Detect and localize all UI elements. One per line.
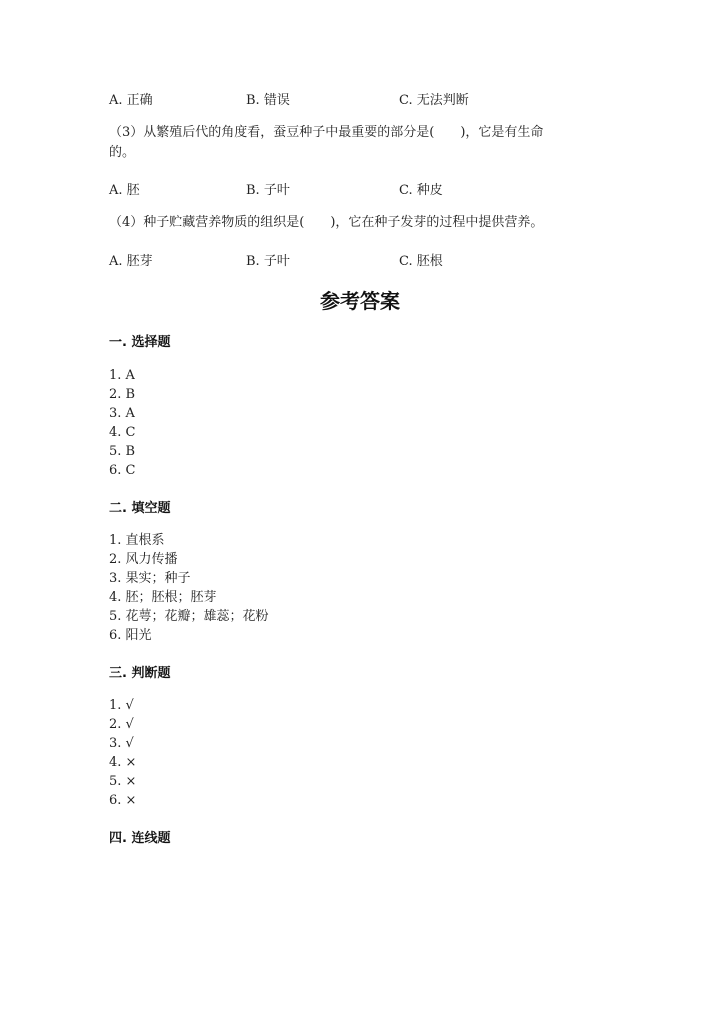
section-heading-fill-blank: 二. 填空题: [109, 501, 171, 516]
answer-item: 4. C: [109, 425, 136, 440]
choice-answers: [109, 366, 135, 480]
answer-item: 1. 直根系: [109, 533, 165, 548]
q2-option-b: B. 错误: [246, 93, 290, 108]
q4-text: （4）种子贮藏营养物质的组织是( )，它在种子发芽的过程中提供营养。: [109, 215, 544, 230]
q2-option-a: A. 正确: [109, 93, 153, 108]
q3-text: [109, 123, 614, 163]
answer-item: 6. 阳光: [109, 628, 152, 643]
q4-option-c: C. 胚根: [399, 254, 443, 269]
q4-option-b: B. 子叶: [246, 254, 290, 269]
answer-item: 2. B: [109, 387, 136, 402]
q3-option-c: C. 种皮: [399, 183, 443, 198]
q3-line1: （3）从繁殖后代的角度看，蚕豆种子中最重要的部分是( )，它是有生命: [109, 125, 544, 140]
section-heading-choice: 一. 选择题: [109, 335, 171, 350]
q3-options: [109, 179, 629, 199]
answer-item: 4. ×: [109, 755, 137, 770]
q4-option-a: A. 胚芽: [109, 254, 153, 269]
answer-item: 5. 花萼；花瓣；雄蕊；花粉: [109, 609, 269, 624]
answer-item: 1. A: [109, 368, 135, 383]
answer-item: 5. B: [109, 444, 136, 459]
answer-key-title: 参考答案: [320, 289, 400, 313]
q3-line2: 的。: [109, 145, 136, 160]
answer-item: 3. 果实；种子: [109, 571, 191, 586]
q4-options: [109, 250, 629, 270]
q2-options: [109, 89, 629, 109]
section-heading-matching: 四. 连线题: [109, 831, 171, 846]
answer-item: 3. √: [109, 736, 134, 751]
answer-item: 2. 风力传播: [109, 552, 178, 567]
answer-item: 6. ×: [109, 793, 137, 808]
q2-option-c: C. 无法判断: [399, 93, 469, 108]
answer-item: 3. A: [109, 406, 135, 421]
true-false-answers: [109, 696, 136, 810]
answer-item: 1. √: [109, 698, 134, 713]
section-heading-true-false: 三. 判断题: [109, 666, 171, 681]
answer-item: 2. √: [109, 717, 134, 732]
q3-option-b: B. 子叶: [246, 183, 290, 198]
q3-option-a: A. 胚: [109, 183, 140, 198]
answer-item: 6. C: [109, 463, 136, 478]
answer-item: 4. 胚；胚根；胚芽: [109, 590, 217, 605]
answer-item: 5. ×: [109, 774, 137, 789]
fill-blank-answers: [109, 531, 269, 645]
